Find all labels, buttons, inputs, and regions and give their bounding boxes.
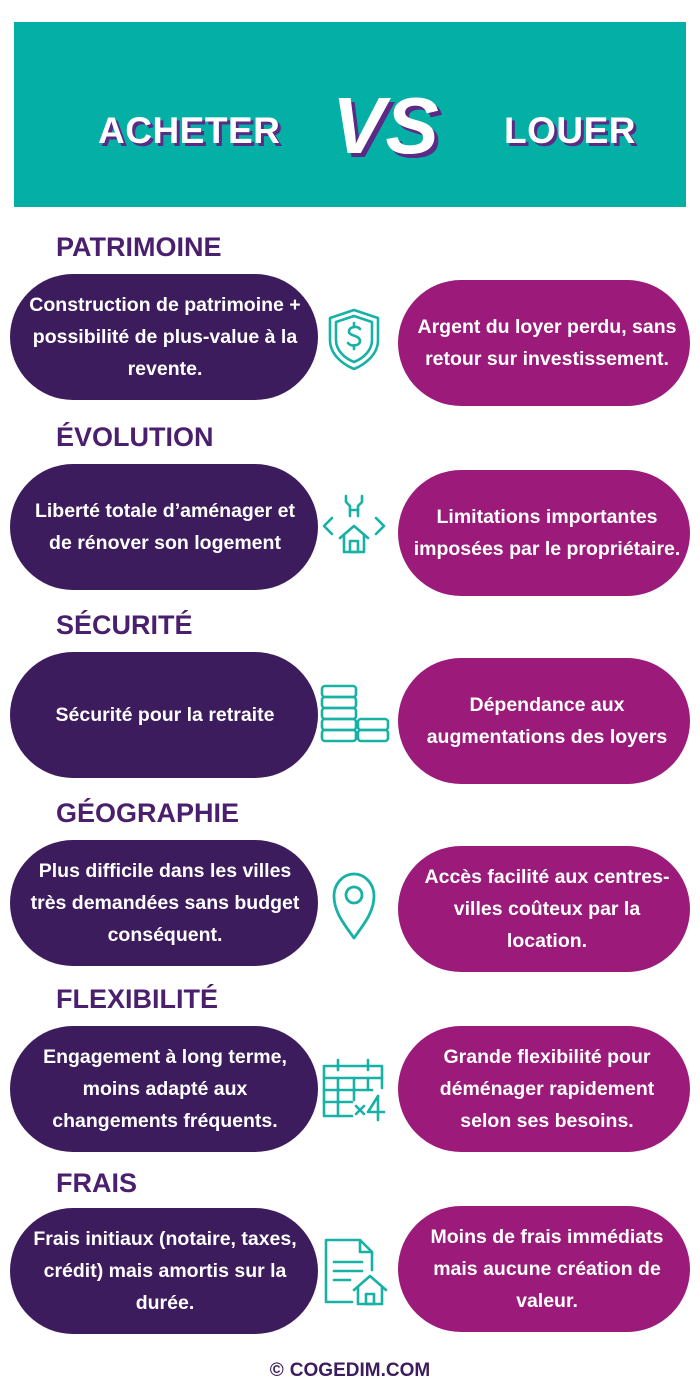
acheter-frais-card [10, 1208, 318, 1334]
acheter-evolution-card [10, 464, 318, 590]
acheter-geographie-text: Plus difficile dans les villes très demandées sans budget conséquent. [30, 860, 300, 946]
louer-geographie-text: Accès facilité aux centres-villes coûteux par la location. [424, 866, 670, 952]
header-left-title: ACHETER [98, 110, 281, 151]
louer-evolution-card [398, 470, 690, 596]
section-title-evolution: ÉVOLUTION [56, 422, 214, 452]
coin-stacks-icon [314, 676, 394, 756]
copyright-symbol: © [269, 1360, 284, 1381]
shield-dollar-icon [314, 298, 394, 378]
louer-patrimoine-text: Argent du loyer perdu, sans retour sur investissement. [417, 316, 677, 370]
header-right-title: LOUER [504, 110, 636, 151]
header-vs: VS [332, 81, 439, 170]
section-title-securite: SÉCURITÉ [56, 610, 193, 640]
section-title-flexibilite: FLEXIBILITÉ [56, 984, 218, 1014]
acheter-patrimoine-card [10, 274, 318, 400]
footer-site-link[interactable]: COGEDIM.COM [289, 1360, 431, 1381]
louer-flexibilite-card [398, 1026, 690, 1152]
acheter-evolution-text: Liberté totale d’aménager et de rénover son logement [34, 500, 296, 554]
louer-geographie-card [398, 846, 690, 972]
section-title-frais: FRAIS [56, 1168, 137, 1198]
section-title-geographie: GÉOGRAPHIE [56, 798, 240, 828]
section-title-patrimoine: PATRIMOINE [56, 232, 222, 262]
header-banner [14, 22, 686, 207]
footer-credit [0, 1360, 700, 1382]
acheter-securite-card [10, 652, 318, 778]
louer-frais-card [398, 1206, 690, 1332]
acheter-flexibilite-text: Engagement à long terme, moins adapté aux changements fréquents. [43, 1046, 287, 1132]
acheter-flexibilite-card [10, 1026, 318, 1152]
document-house-icon [314, 1232, 394, 1312]
acheter-patrimoine-text: Construction de patrimoine + possibilité de plus-value à la revente. [29, 294, 301, 380]
louer-patrimoine-card [398, 280, 690, 406]
house-renovation-icon [314, 488, 394, 568]
acheter-geographie-card [10, 840, 318, 966]
louer-evolution-text: Limitations importantes imposées par le propriétaire. [413, 506, 681, 560]
louer-securite-text: Dépendance aux augmentations des loyers [426, 694, 668, 748]
acheter-frais-text: Frais initiaux (notaire, taxes, crédit) mais amortis sur la durée. [33, 1228, 297, 1314]
louer-flexibilite-text: Grande flexibilité pour déménager rapidement selon ses besoins. [439, 1046, 655, 1132]
map-pin-icon [314, 864, 394, 944]
louer-frais-text: Moins de frais immédiats mais aucune création de valeur. [430, 1226, 664, 1312]
louer-securite-card [398, 658, 690, 784]
calendar-x4-icon [314, 1050, 394, 1130]
acheter-securite-text: Sécurité pour la retraite [55, 704, 275, 726]
